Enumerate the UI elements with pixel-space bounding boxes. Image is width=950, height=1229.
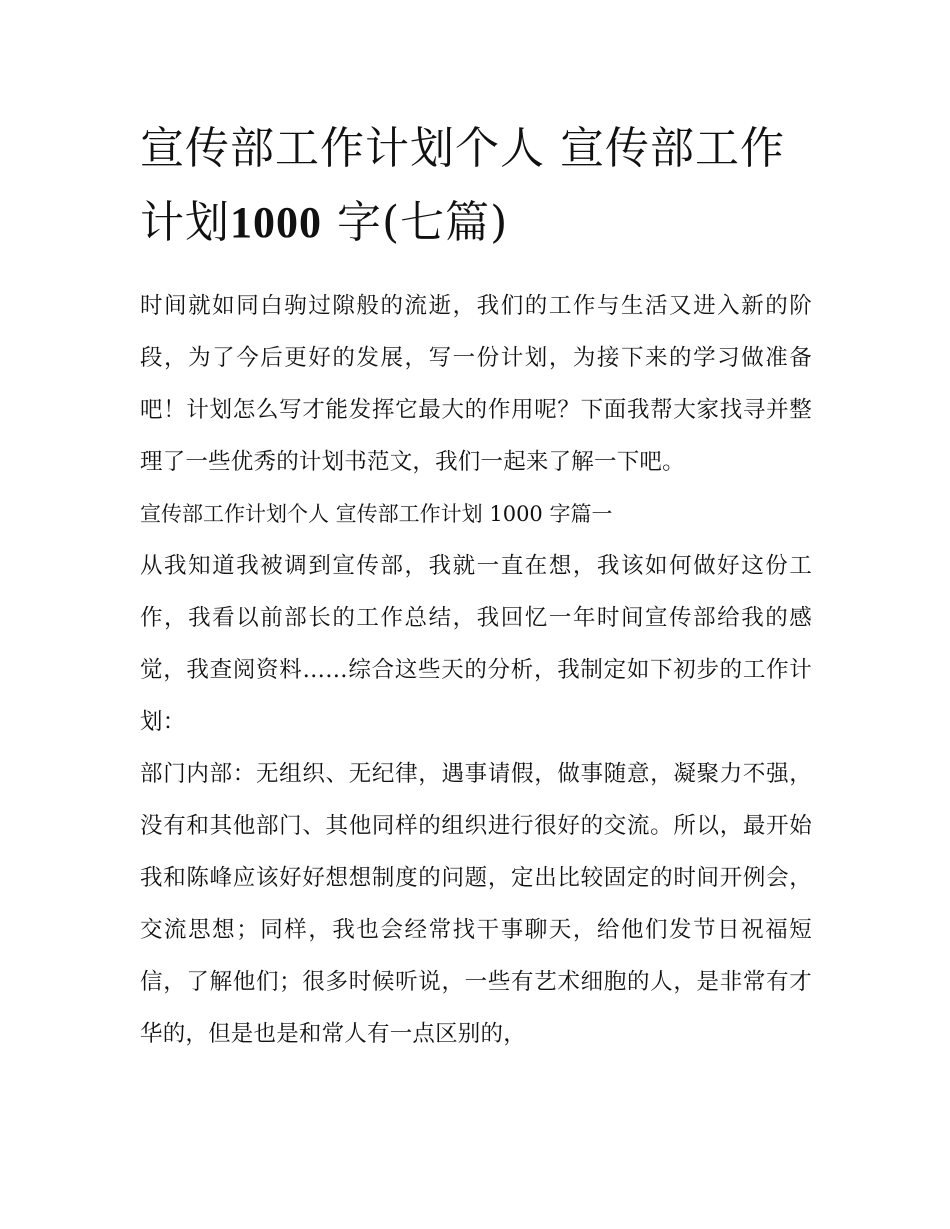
- intro-paragraph: 时间就如同白驹过隙般的流逝，我们的工作与生活又进入新的阶段，为了今后更好的发展，写一份计划，为接下来的学习做准备吧！计划怎么写才能发挥它最大的作用呢？下面我帮大家找寻并整理了一些优秀的计划书范文，我们一起来了解一下吧。: [140, 293, 812, 475]
- document-title: [140, 112, 812, 260]
- title-text-part2: 字(七篇): [322, 197, 509, 248]
- title-text-part1: 宣传部工作计划个人 宣传部工作计划: [140, 123, 785, 248]
- body-paragraph-2: 部门内部：无组织、无纪律，遇事请假，做事随意，凝聚力不强，没有和其他部门、其他同样的组织进行很好的交流。所以，最开始我和陈峰应该好好想想制度的问题，定出比较固定的时间开例会，交流思想；同样，我也会经常找干事聊天，给他们发节日祝福短信，了解他们；很多时候听说，一些有艺术细胞的人，是非常有才华的，但是也是和常人有一点区别的，: [140, 761, 812, 1047]
- body-paragraph-1: 从我知道我被调到宣传部，我就一直在想，我该如何做好这份工作，我看以前部长的工作总结，我回忆一年时间宣传部给我的感觉，我查阅资料……综合这些天的分析，我制定如下初步的工作计划：: [140, 553, 812, 735]
- title-number: 1000: [230, 198, 322, 247]
- document-content: [140, 112, 812, 1060]
- section-heading: 宣传部工作计划个人 宣传部工作计划 1000 字篇一: [140, 502, 613, 526]
